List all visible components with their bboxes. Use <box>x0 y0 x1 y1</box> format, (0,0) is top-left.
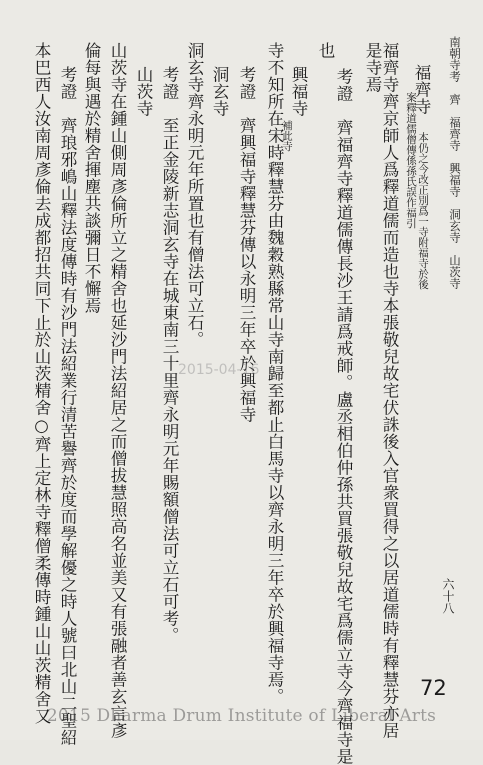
text-column: 考證 齊琅邪嶋山釋法度傳時有沙門法紹業行清苦譽齊於度而學解優之時人號曰北山二聖紹 <box>58 66 77 746</box>
text-column: 福齊寺齊京師人爲釋道儒而造也寺本張敬兒故宅伏誅後入官衆買得之以居道儒時有釋慧芬亦居 <box>380 42 399 739</box>
text-column: 考證 至正金陵新志洞玄寺在城東南三十里齊永明元年賜額僧法可立石可考。 <box>160 66 179 644</box>
text-column: 本巴西人汝南周彥倫去成都招共同下止於山茨精舍○齊上定林寺釋僧柔傳時鍾山山茨精舍又 <box>32 42 51 725</box>
annotation-note: 本仍之今改正別爲一寺附福寺於後 <box>417 132 429 290</box>
entry-title-dongxuan: 洞玄寺 <box>210 66 229 117</box>
page-number: 72 <box>420 676 447 700</box>
text-column: 洞玄寺齊永明元年所置也有僧法可立石。 <box>185 42 204 348</box>
date-stamp: 2015-04-16 <box>178 362 260 378</box>
annotation-note: 補此寺 <box>281 120 293 152</box>
text-column: 寺不知所在宋時釋慧芬由魏穀熟縣常山寺南歸至都止白馬寺以齊永明三年卒於興福寺焉。 <box>265 42 284 705</box>
folio-number: 六十八 <box>441 578 455 614</box>
text-column: 考證 齊興福寺釋慧芬傳以永明三年卒於興福寺 <box>237 66 256 423</box>
running-header: 南朝寺考 齊 福齊寺 興福寺 洞玄寺 山茨寺 <box>448 36 462 289</box>
text-column: 考證 齊福齊寺釋道儒傳長沙王請爲戒師。盧丞相伯仲孫共買張敬兒故宅爲儒立寺今齊福寺是 <box>334 68 353 765</box>
entry-title-shanci: 山茨寺 <box>134 66 153 117</box>
text-column: 倫每與遇於精舍揮塵共談彌日不懈焉 <box>82 42 101 314</box>
entry-title-xingfu: 興福寺 <box>289 66 308 117</box>
entry-title-fuqi: 福齊寺 <box>412 64 431 115</box>
annotation-note: 案釋道儒僧傳係孫氏誤作福引 <box>405 92 417 229</box>
watermark: 2015 Dharma Drum Institute of Liberal Arts <box>46 706 437 726</box>
text-column: 是寺焉 <box>363 42 382 93</box>
text-column: 也 <box>316 42 335 59</box>
text-column: 山茨寺在鍾山側周彥倫所立之精舍也延沙門法紹居之而僧拔慧照高名並美又有張融者善玄言彥 <box>108 42 127 739</box>
